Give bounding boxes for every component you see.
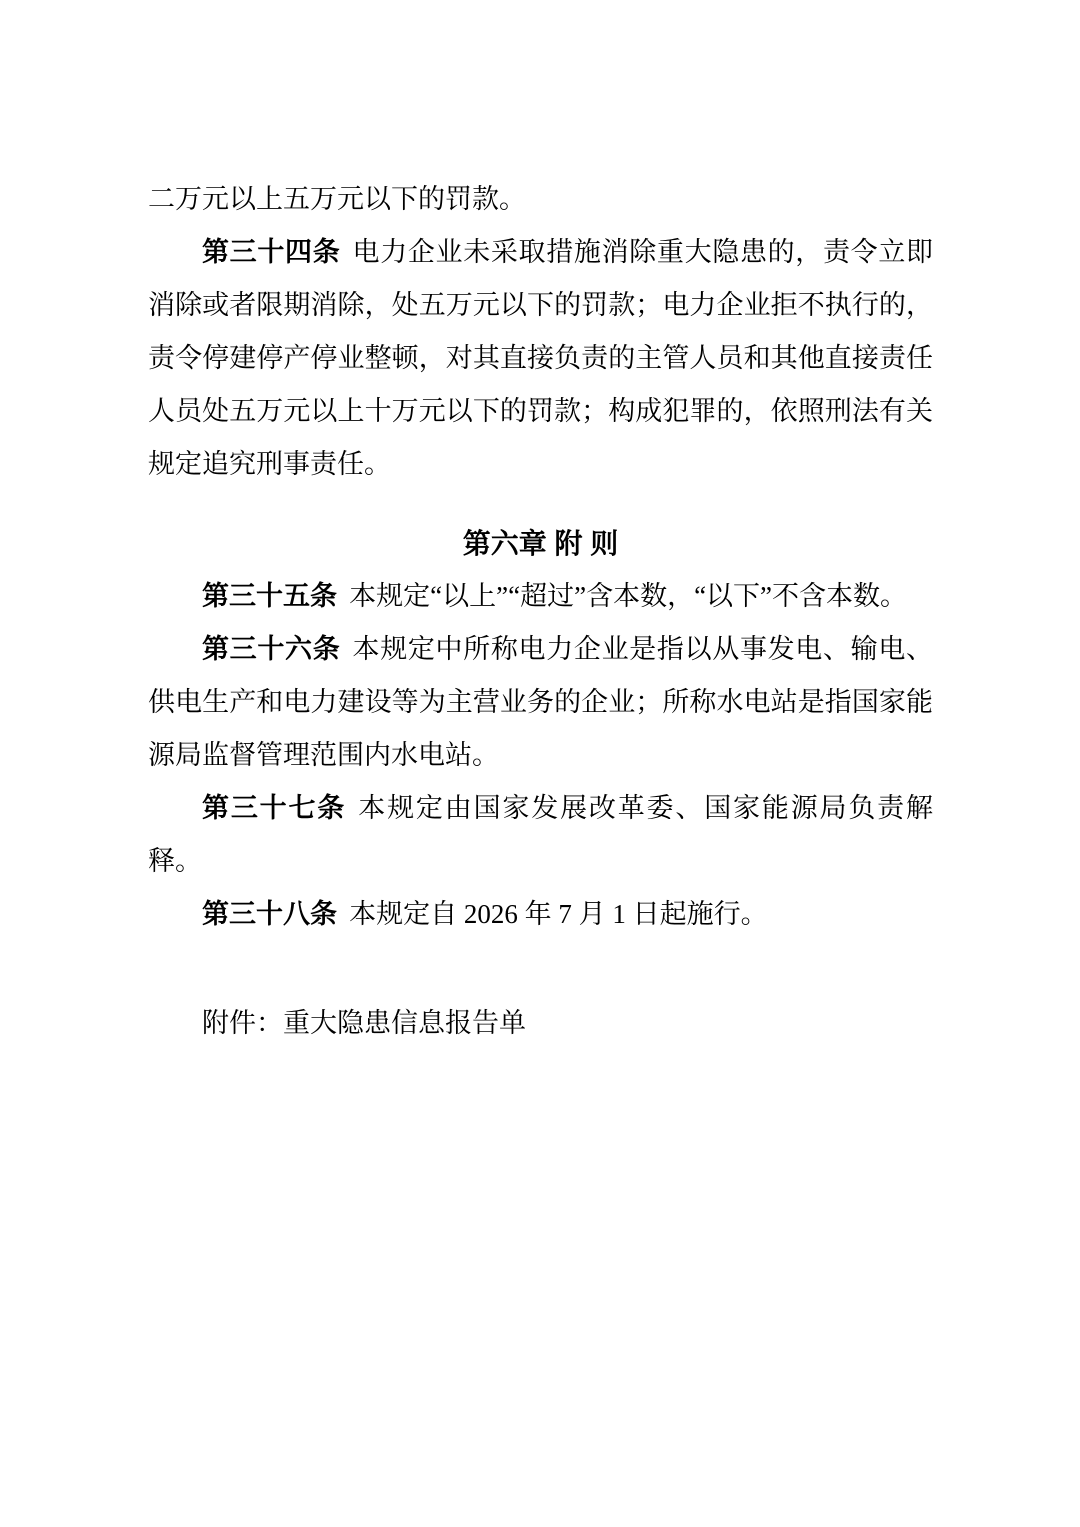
article-37-text: 本规定由国家发展改革委、国家能源局负责解释。 [148, 793, 934, 876]
article-38-text: 本规定自 2026 年 7 月 1 日起施行。 [349, 899, 768, 929]
attachment-note [148, 997, 933, 1050]
article-36 [148, 623, 933, 782]
continuation-text: 二万元以上五万元以下的罚款。 [148, 184, 526, 214]
article-37 [148, 782, 933, 888]
article-34-label: 第三十四条 [202, 237, 341, 267]
paragraph-continuation [148, 173, 933, 226]
article-38 [148, 888, 933, 941]
article-34-text: 电力企业未采取措施消除重大隐患的，责令立即消除或者限期消除，处五万元以下的罚款；电力企业拒不执行的，责令停建停产停业整顿，对其直接负责的主管人员和其他直接责任人员处五万元以上十万元以下的罚款；构成犯罪的，依照刑法有关规定追究刑事责任。 [148, 237, 934, 479]
article-35-label: 第三十五条 [202, 581, 337, 611]
article-35 [148, 570, 933, 623]
attachment-text: 附件：重大隐患信息报告单 [202, 1008, 526, 1038]
article-38-label: 第三十八条 [202, 899, 337, 929]
article-34 [148, 226, 933, 491]
article-37-label: 第三十七条 [202, 793, 347, 823]
chapter-heading: 第六章 附 则 [462, 528, 619, 559]
article-36-label: 第三十六条 [202, 634, 341, 664]
article-36-text: 本规定中所称电力企业是指以从事发电、输电、供电生产和电力建设等为主营业务的企业；所称水电站是指国家能源局监督管理范围内水电站。 [148, 634, 934, 770]
article-35-text: 本规定“以上”“超过”含本数，“以下”不含本数。 [349, 581, 908, 611]
